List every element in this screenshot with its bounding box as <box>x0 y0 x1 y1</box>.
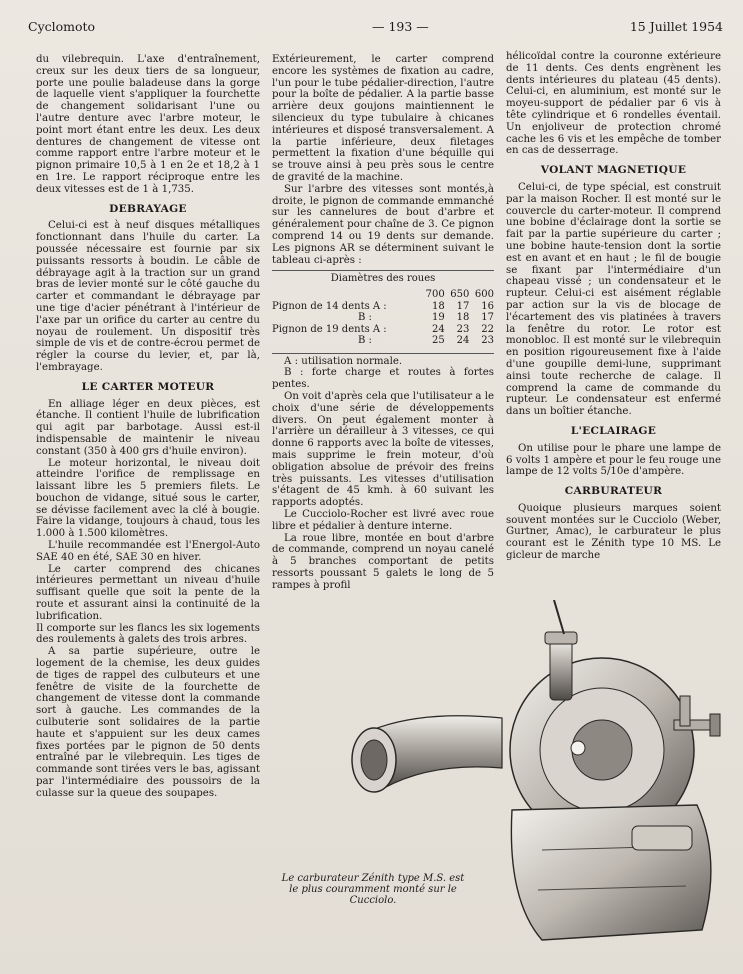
table-cell: 24 <box>456 335 470 347</box>
paragraph: Le carter comprend des chicanes intérieures permettant un niveau d'huile suffisant quelle que soit la pente de la route et assurant ainsi la continuité de la lubrification. <box>36 563 260 622</box>
table-cell: 19 <box>431 312 445 324</box>
column-2 <box>272 54 494 592</box>
carburetor-illustration <box>302 600 743 974</box>
magazine-title: Cyclomoto <box>28 19 96 34</box>
section-heading-eclairage: L'ECLAIRAGE <box>570 424 657 437</box>
table-rule <box>272 270 494 271</box>
table-caption: Diamètres des roues <box>330 273 436 285</box>
paragraph: A sa partie supérieure, outre le logement de la chemise, les deux guides de tiges de rappel des culbuteurs et une fenêtre de visite de la fourchette de changement de vitesse dont la commande sort à gauche. Les commandes de la culbuterie sont solidaires de la partie haute et s'appuient sur les deux cames fixes portées par le pignon de 50 dents entraîné par le vilebrequin. Les tiges de commande sont tirées vers le bas, agissant par l'intermédiaire des poussoirs de la culasse sur la queue des soupapes. <box>36 646 260 799</box>
note: A : utilisation normale. <box>284 355 403 367</box>
table-cell: 25 <box>431 335 445 347</box>
table-row <box>272 301 494 313</box>
paragraph: hélicoïdal contre la couronne extérieure de 11 dents. Ces dents engrènent les dents intérieures du plateau (45 dents). Celui-ci, en aluminium, est monté sur le moyeu-support de pédalier par 6 vis à tête cylindrique et 6 rondelles éventail. Un enjoliveur de protection chromé cache les 6 vis et les empêche de tomber en cas de desserrage. <box>506 51 721 157</box>
table-cell: 18 <box>456 312 470 324</box>
table-cell: 16 <box>481 300 494 312</box>
paragraph: Le moteur horizontal, le niveau doit atteindre l'orifice de remplissage en laissant libre les 5 premiers filets. Le bouchon de vidange, situé sous le carter, se dévisse facilement avec la clé à bougie. Faire la vidange, toujours à chaud, tous les 1.000 à 1.500 kilomètres. <box>36 457 260 540</box>
section-heading-debrayage: DEBRAYAGE <box>109 202 187 215</box>
table-row <box>272 312 494 324</box>
table-row-label: Pignon de 19 dents A : <box>272 323 387 335</box>
paragraph: En alliage léger en deux pièces, est étanche. Il contient l'huile de lubrification qui agit par barbotage. Aussi est-il indispensable de maintenir le niveau constant (350 à 400 grs d'huile environ). <box>36 398 260 457</box>
page-number: — 193 — <box>372 19 429 34</box>
paragraph: Il comporte sur les flancs les six logements des roulements à galets des trois arbres. <box>36 622 260 646</box>
paragraph: Celui-ci est à neuf disques métalliques fonctionnant dans l'huile du carter. La poussée nécessaire est fournie par six puissants ressorts à boudin. Le câble de débrayage agit à la traction sur un grand bras de levier monté sur le côté gauche du carter et commandant le débrayage par une tige d'acier pénétrant à l'intérieur de l'axe par un orifice du carter au centre du noyau de roulement. Un dispositif très simple de vis et de contre-écrou permet de régler la course du levier, et, par là, l'embrayage. <box>36 220 260 373</box>
table-row-label: Pignon de 14 dents A : <box>272 300 387 312</box>
paragraph: On utilise pour le phare une lampe de 6 volts 1 ampère et pour le feu rouge une lampe de 12 volts 5/10e d'ampère. <box>506 442 721 478</box>
paragraph: Sur l'arbre des vitesses sont montés,à droite, le pignon de commande emmanché sur les cannelures de bout d'arbre et généralement pour chaîne de 3. Ce pignon comprend 14 ou 19 dents sur demande. Les pignons AR se déterminent suivant le tableau ci-après : <box>272 183 494 266</box>
figure-caption: Le carburateur Zénith type M.S. est le plus couramment monté sur le Cucciolo. <box>281 873 465 906</box>
table-cell: 18 <box>431 300 445 312</box>
section-heading-volant: VOLANT MAGNETIQUE <box>540 164 687 177</box>
section-heading-carter: LE CARTER MOTEUR <box>81 380 215 393</box>
paragraph: Quoique plusieurs marques soient souvent montées sur le Cucciolo (Weber, Gurtner, Amac), le carburateur le plus courant est le Zénith type 10 MS. Le gicleur de marche <box>506 502 721 562</box>
paragraph: La roue libre, montée en bout d'arbre de commande, comprend un noyau canelé à 5 branches comportant de petits ressorts poussant 5 galets le long de 5 rampes à profil <box>272 532 494 591</box>
paragraph: L'huile recommandée est l'Energol-Auto SAE 40 en été, SAE 30 en hiver. <box>36 540 260 563</box>
table-rule <box>272 353 494 354</box>
paragraph: Extérieurement, le carter comprend encore les systèmes de fixation au cadre, l'un pour le tube pédalier-direction, l'autre pour la boîte de pédalier. A la partie basse arrière deux goujons maintiennent le silencieux du type tubulaire à chicanes intérieures et disposé transversalement. A la partie inférieure, deux filetages permettent la fixation d'une béquille qui se trouve ainsi à peu près sous le centre de gravité de la machine. <box>272 54 494 183</box>
table-header: 700 <box>425 289 445 301</box>
table-cell: 23 <box>456 323 470 335</box>
table-header: 650 <box>450 289 470 301</box>
section-heading-carburateur: CARBURATEUR <box>564 485 663 498</box>
table-header: 600 <box>474 289 494 301</box>
paragraph: Celui-ci, de type spécial, est construit par la maison Rocher. Il est monté sur le couvercle du carter-moteur. Il comprend une bobine d'éclairage dont la sortie se fait par la partie supérieure du carter ; une bobine haute-tension dont la sortie est en avant et en haut ; le fil de bougie se fixant par l'intermédiaire d'un chapeau vissé ; un condensateur et le rupteur. Celui-ci est aisément réglable par action sur la vis de blocage de l'écartement des vis platinées à travers la fenêtre du rotor. Le rotor est monobloc. Il est monté sur le vilebrequin en position rigoureusement fixe à l'aide d'une goupille demi-lune, supprimant ainsi toute recherche de calage. Il comprend la came de commande du rupteur. Le condensateur est enfermé dans un boîtier étanche. <box>506 181 721 418</box>
issue-date: 15 Juillet 1954 <box>629 19 723 34</box>
table-row <box>272 324 494 336</box>
table-cell: 24 <box>431 323 445 335</box>
table-cell: 17 <box>456 300 470 312</box>
table-row-label: B : <box>358 312 372 324</box>
paragraph: On voit d'après cela que l'utilisateur a le choix d'une série de développements divers. On peut également monter à l'arrière un dérailleur à 3 vitesses, ce qui donne 6 rapports avec la boîte de vitesses, mais supprime le frein moteur, d'où obligation absolue de prévoir des freins très puissants. Les vitesses d'utilisation s'étagent de 45 kmh. à 60 suivant les rapports adoptés. <box>272 391 494 509</box>
table-row-label: B : <box>358 335 372 347</box>
paragraph: du vilebrequin. L'axe d'entraînement, creux sur les deux tiers de sa longueur, porte une poulie baladeuse dans la gorge de laquelle vient s'appliquer la fourchette de changement solidarisant l'une ou l'autre denture avec l'arbre moteur, le point mort étant entre les deux. Les deux dentures de changement de vitesse ont comme rapport entre l'arbre moteur et le pignon primaire 10,5 à 1 en 2e et 18,2 à 1 en 1re. Le rapport réciproque entre les deux vitesses est de 1 à 1,735. <box>36 54 260 195</box>
table-cell: 23 <box>481 335 494 347</box>
gear-table <box>272 289 494 347</box>
column-1 <box>36 54 260 800</box>
table-header-row <box>272 289 494 301</box>
table-row <box>272 335 494 347</box>
column-3 <box>506 51 721 562</box>
paragraph: Le Cucciolo-Rocher est livré avec roue libre et pédalier à denture interne. <box>272 509 494 532</box>
table-cell: 22 <box>481 323 494 335</box>
table-cell: 17 <box>481 312 494 324</box>
page-header <box>28 19 723 39</box>
note: B : forte charge et routes à fortes pentes. <box>272 367 494 391</box>
